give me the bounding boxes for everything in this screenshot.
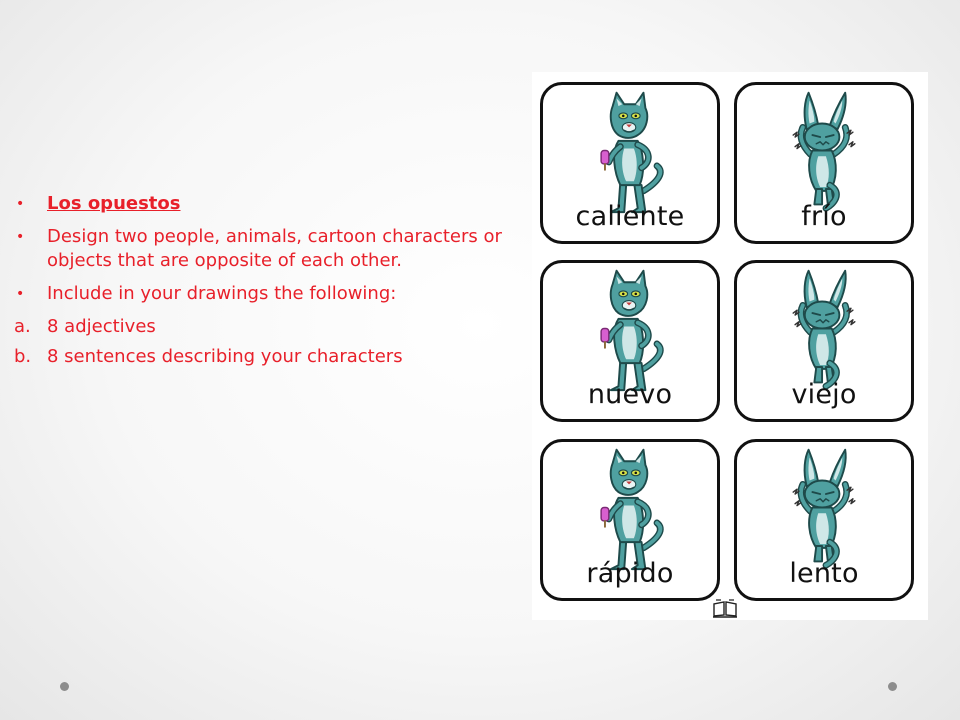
card-word: nuevo <box>587 379 673 410</box>
left-corner-dot <box>60 682 69 691</box>
bullet-text-2: Include in your drawings the following: <box>47 283 397 304</box>
list-marker-a: a. <box>14 316 31 337</box>
bullet-icon: • <box>16 196 25 212</box>
bullet-text-1: Design two people, animals, cartoon characters or objects that are opposite of each other. <box>47 226 502 271</box>
card-lento <box>734 439 914 601</box>
opposites-picture <box>532 72 928 620</box>
list-item-a <box>14 315 514 339</box>
slide-heading: Los opuestos <box>47 193 181 214</box>
book-logo-icon <box>712 598 738 618</box>
card-word: frío <box>801 201 847 232</box>
card-word: viejo <box>791 379 857 410</box>
bullet-icon: • <box>16 229 25 245</box>
card-nuevo <box>540 260 720 422</box>
card-caliente <box>540 82 720 244</box>
bullet-item-1 <box>14 225 514 273</box>
list-text-a: 8 adjectives <box>47 316 156 337</box>
heading-item <box>14 192 514 216</box>
card-word: caliente <box>575 201 685 232</box>
list-marker-b: b. <box>14 346 32 367</box>
right-corner-dot <box>888 682 897 691</box>
card-rapido <box>540 439 720 601</box>
card-word: rápido <box>586 558 674 589</box>
bullet-icon: • <box>16 286 25 302</box>
card-viejo <box>734 260 914 422</box>
instructions-list <box>14 192 514 375</box>
list-text-b: 8 sentences describing your characters <box>47 346 403 367</box>
card-frio <box>734 82 914 244</box>
bullet-item-2 <box>14 282 514 306</box>
card-word: lento <box>789 558 859 589</box>
list-item-b <box>14 345 514 369</box>
